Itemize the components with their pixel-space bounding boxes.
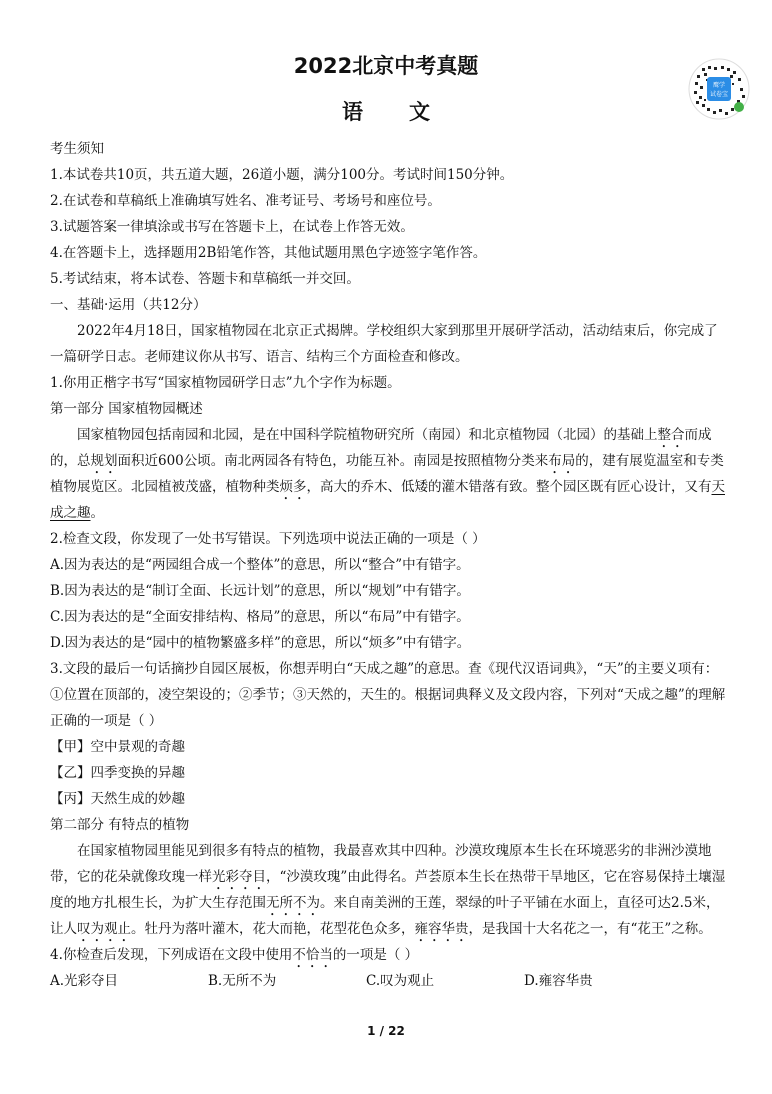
q4-option: C.叹为观止 bbox=[366, 973, 435, 989]
q4-options bbox=[50, 968, 730, 994]
q4-option: A.光彩夺目 bbox=[50, 973, 119, 989]
marked-word: 无所不为 bbox=[266, 895, 320, 911]
text-span: ，高大的乔木、低矮的灌木错落有致。整个园区既有匠心设计，又有 bbox=[306, 479, 712, 495]
text-span: ，是我国十大名花之一，有“花王”之称。 bbox=[468, 921, 712, 937]
passage2-line bbox=[50, 916, 730, 942]
q2-option: D.因为表达的是“园中的植物繁盛多样”的意思，所以“烦多”中有错字。 bbox=[50, 635, 471, 651]
q4-option: D.雍容华贵 bbox=[524, 973, 593, 989]
notice-item: 5.考试结束，将本试卷、答题卡和草稿纸一并交回。 bbox=[50, 271, 360, 287]
q2-option: A.因为表达的是“两园组合成一个整体”的意思，所以“整合”中有错字。 bbox=[50, 557, 470, 573]
text-span: 植物展览区。北园植被茂盛，植物种类 bbox=[50, 479, 280, 495]
qr-code-icon bbox=[688, 58, 750, 120]
exam-title: 2022北京中考真题 bbox=[293, 54, 479, 78]
notice-heading: 考生须知 bbox=[50, 141, 104, 157]
part1-heading: 第一部分 国家植物园概述 bbox=[50, 401, 203, 417]
passage1-line bbox=[50, 474, 730, 500]
text-span: 带，它的花朵就像玫瑰一样 bbox=[50, 869, 212, 885]
text-span: 的，建有展览温室和专类 bbox=[575, 453, 724, 469]
passage2-line bbox=[50, 864, 730, 890]
q4-option: B.无所不为 bbox=[208, 973, 277, 989]
text-span: 让人 bbox=[50, 921, 77, 937]
text-span: ，“沙漠玫瑰”由此得名。芦荟原本生长在热带干旱地区，它在容易保持土壤湿 bbox=[266, 869, 726, 885]
question-3-line: ①位置在顶部的，凌空架设的；②季节；③天然的，天生的。根据词典释义及文段内容，下列对“天成之趣”的理解 bbox=[50, 687, 726, 703]
text-span: 。来自南美洲的王莲，翠绿的叶子平铺在水面上，直径可达2.5米， bbox=[320, 895, 720, 911]
underlined-word: 天 bbox=[711, 479, 725, 495]
passage1-line bbox=[50, 422, 730, 448]
question-2: 2.检查文段，你发现了一处书写错误。下列选项中说法正确的一项是（ ） bbox=[50, 531, 486, 547]
text-span: 国家植物园包括南园和北园，是在中国科学院植物研究所（南园）和北京植物园（北园）的基础上 bbox=[77, 427, 658, 443]
question-3-line: 正确的一项是（ ） bbox=[50, 713, 163, 729]
q3-option: 【丙】天然生成的妙趣 bbox=[50, 791, 185, 807]
q3-option: 【乙】四季变换的异趣 bbox=[50, 765, 185, 781]
question-3: 3.文段的最后一句话摘抄自园区展板，你想弄明白“天成之趣”的意思。查《现代汉语词典》，“天”的主要义项有： bbox=[50, 661, 719, 677]
notice-item: 3.试题答案一律填涂或书写在答题卡上，在试卷上作答无效。 bbox=[50, 219, 414, 235]
notice-item: 4.在答题卡上，选择题用2B铅笔作答，其他试题用黑色字迹签字笔作答。 bbox=[50, 245, 487, 261]
marked-word: 光彩夺目 bbox=[212, 869, 266, 885]
question-4 bbox=[50, 942, 730, 968]
marked-word: 雍容华贵 bbox=[414, 921, 469, 937]
underlined-word: 成之趣 bbox=[50, 505, 91, 521]
marked-word: 整合 bbox=[657, 427, 685, 443]
text-span: 度的地方扎根生长，为扩大生存范围 bbox=[50, 895, 266, 911]
passage2-line: 在国家植物园里能见到很多有特点的植物，我最喜欢其中四种。沙漠玫瑰原本生长在环境恶劣的非洲沙漠地 bbox=[77, 843, 712, 859]
passage2-line bbox=[50, 890, 730, 916]
text-span: 而成 bbox=[684, 427, 712, 443]
part2-heading: 第二部分 有特点的植物 bbox=[50, 817, 190, 833]
passage1-line bbox=[50, 448, 730, 474]
page-number: 1 / 22 bbox=[367, 1024, 405, 1038]
text-span: 4.你检查后发现，下列成语在文段中使用 bbox=[50, 947, 293, 963]
marked-word: 叹为观止 bbox=[77, 921, 131, 937]
q3-option: 【甲】空中景观的奇趣 bbox=[50, 739, 185, 755]
exam-content bbox=[50, 136, 730, 994]
text-span: 的一项是（ ） bbox=[332, 947, 419, 963]
marked-word: 烦多 bbox=[279, 479, 307, 495]
qr-badge-line2: 试卷宝 bbox=[709, 91, 729, 98]
section-heading: 一、基础·运用（共12分） bbox=[50, 297, 207, 313]
text-span: 。 bbox=[90, 505, 104, 521]
marked-word: 规划 bbox=[90, 453, 118, 469]
intro-line: 2022年4月18日，国家植物园在北京正式揭牌。学校组织大家到那里开展研学活动，活动结束后，你完成了 bbox=[77, 323, 718, 339]
text-span: 。牡丹为落叶灌木，花大而艳，花型花色众多， bbox=[131, 921, 415, 937]
qr-badge-line1: 鹰学 bbox=[712, 82, 726, 89]
notice-item: 1.本试卷共10页，共五道大题，26道小题，满分100分。考试时间150分钟。 bbox=[50, 167, 514, 183]
q2-option: B.因为表达的是“制订全面、长远计划”的意思，所以“规划”中有错字。 bbox=[50, 583, 470, 599]
marked-word: 布局 bbox=[548, 453, 576, 469]
passage1-line bbox=[50, 500, 730, 526]
subject-title: 语文 bbox=[342, 100, 476, 124]
question-1: 1.你用正楷字书写“国家植物园研学日志”九个字作为标题。 bbox=[50, 375, 401, 391]
marked-word: 不恰当 bbox=[292, 947, 333, 963]
text-span: 的，总 bbox=[50, 453, 91, 469]
q2-option: C.因为表达的是“全面安排结构、格局”的意思，所以“布局”中有错字。 bbox=[50, 609, 470, 625]
text-span: 面积近600公顷。南北两园各有特色，功能互补。南园是按照植物分类来 bbox=[117, 453, 549, 469]
intro-line: 一篇研学日志。老师建议你从书写、语言、结构三个方面检查和修改。 bbox=[50, 349, 469, 365]
notice-item: 2.在试卷和草稿纸上准确填写姓名、准考证号、考场号和座位号。 bbox=[50, 193, 441, 209]
